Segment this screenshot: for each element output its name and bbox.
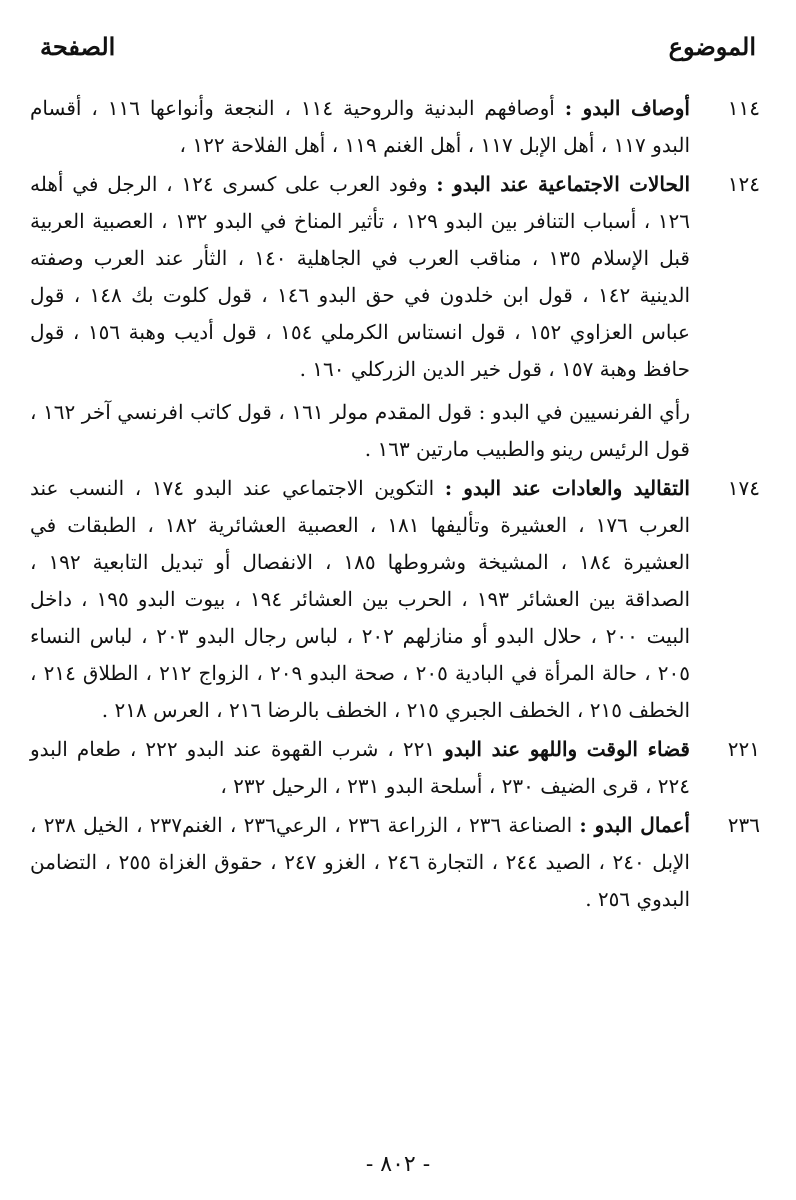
entry-title: أوصاف البدو : — [564, 96, 690, 120]
page-number: - ٨٠٢ - — [365, 1152, 431, 1177]
index-entry — [30, 807, 760, 918]
entry-text — [30, 166, 690, 388]
entry-text — [30, 731, 690, 805]
index-entry — [30, 394, 760, 468]
index-entry — [30, 166, 760, 388]
entry-title: التقاليد والعادات عند البدو : — [444, 476, 690, 500]
index-entry — [30, 731, 760, 805]
entry-page-number: ١١٤ — [727, 96, 760, 120]
entry-text — [30, 394, 690, 468]
entry-body: أوصافهم البدنية والروحية ١١٤ ، النجعة وأنواعها ١١٦ ، أقسام البدو ١١٧ ، أهل الإبل ١١٧ ، أهل الغنم ١١٩ ، أهل الفلاحة ١٢٢ ، — [30, 96, 690, 157]
entry-page-number: ١٧٤ — [727, 476, 760, 500]
index-entries — [30, 90, 760, 920]
index-entry — [30, 470, 760, 729]
index-entry — [30, 90, 760, 164]
entry-page-number: ٢٣٦ — [727, 813, 760, 837]
entry-text — [30, 90, 690, 164]
entry-body: الصناعة ٢٣٦ ، الزراعة ٢٣٦ ، الرعي٢٣٦ ، الغنم٢٣٧ ، الخيل ٢٣٨ ، الإبل ٢٤٠ ، الصيد ٢٤٤ ، التجارة ٢٤٦ ، الغزو ٢٤٧ ، حقوق الغزاة ٢٥٥ ، التضامن البدوي ٢٥٦ . — [30, 813, 690, 911]
page-column-header: الصفحة — [40, 32, 116, 61]
entry-body: وفود العرب على كسرى ١٢٤ ، الرجل في أهله ١٢٦ ، أسباب التنافر بين البدو ١٢٩ ، تأثير المناخ في البدو ١٣٢ ، العصبية العربية قبل الإسلام ١٣٥ ، مناقب العرب في الجاهلية ١٤٠ ، الثأر عند العرب وصفته الدينية ١٤٢ ، قول ابن خلدون في حق البدو ١٤٦ ، قول كلوت بك ١٤٨ ، قول عباس العزاوي ١٥٢ ، قول انستاس الكرملي ١٥٤ ، قول أديب وهبة ١٥٦ ، قول حافظ وهبة ١٥٧ ، قول خير الدين الزركلي ١٦٠ . — [30, 172, 691, 381]
entry-title: أعمال البدو : — [579, 813, 690, 837]
entry-text — [30, 807, 690, 918]
entry-body: ٢٢١ ، شرب القهوة عند البدو ٢٢٢ ، طعام البدو ٢٢٤ ، قرى الضيف ٢٣٠ ، أسلحة البدو ٢٣١ ، الرحيل ٢٣٢ ، — [30, 737, 690, 798]
entry-body: رأي الفرنسيين في البدو : قول المقدم مولر ١٦١ ، قول كاتب افرنسي آخر ١٦٢ ، قول الرئيس رينو والطبيب مارتين ١٦٣ . — [30, 400, 691, 461]
entry-text — [30, 470, 690, 729]
entry-title: الحالات الاجتماعية عند البدو : — [436, 172, 691, 196]
entry-page-number: ٢٢١ — [727, 737, 760, 761]
entry-page-number: ١٢٤ — [727, 172, 760, 196]
topic-column-header: الموضوع — [668, 32, 756, 61]
entry-body: التكوين الاجتماعي عند البدو ١٧٤ ، النسب عند العرب ١٧٦ ، العشيرة وتأليفها ١٨١ ، العصبية العشائرية ١٨٢ ، الطبقات في العشيرة ١٨٤ ، المشيخة وشروطها ١٨٥ ، الانفصال أو تبديل التابعية ١٩٢ ، الصداقة بين العشائر ١٩٣ ، الحرب بين العشائر ١٩٤ ، بيوت البدو ١٩٥ ، داخل البيت ٢٠٠ ، حلال البدو أو منازلهم ٢٠٢ ، لباس رجال البدو ٢٠٣ ، لباس النساء ٢٠٥ ، حالة المرأة في البادية ٢٠٥ ، صحة البدو ٢٠٩ ، الزواج ٢١٢ ، الطلاق ٢١٤ ، الخطف ٢١٥ ، الخطف الجبري ٢١٥ ، الخطف بالرضا ٢١٦ ، العرس ٢١٨ . — [30, 476, 691, 722]
entry-title: قضاء الوقت واللهو عند البدو — [444, 737, 690, 761]
